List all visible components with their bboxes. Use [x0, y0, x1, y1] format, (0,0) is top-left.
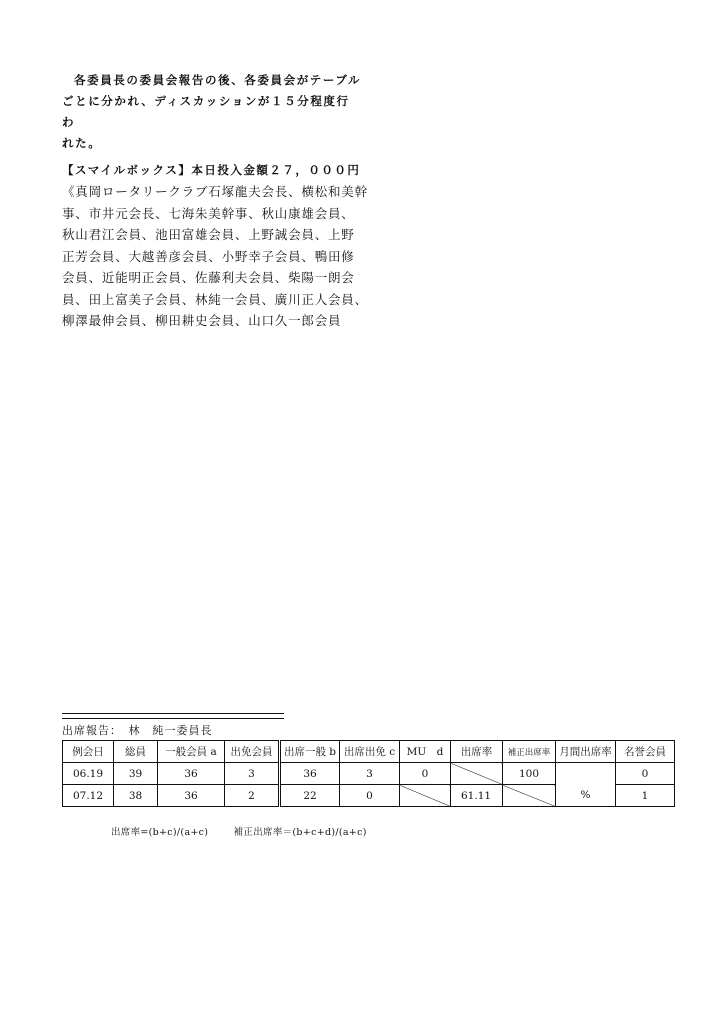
attendance-formulas: [111, 824, 367, 838]
cell-general-a: 36: [158, 785, 225, 807]
header-cell: 出免会員: [225, 741, 280, 763]
table-row: [63, 785, 675, 807]
cell-exempt: 2: [225, 785, 280, 807]
cell-exempt: 3: [225, 763, 280, 785]
cell-mu-d-empty: [400, 785, 451, 807]
cell-total: 38: [114, 785, 158, 807]
cell-corrected-rate-empty: [503, 785, 556, 807]
cell-attend-exempt-c: 0: [340, 785, 400, 807]
header-cell: 補正出席率: [503, 741, 556, 763]
smile-box-heading: 【スマイルボックス】本日投入金額２７，０００円: [62, 163, 361, 177]
cell-monthly-rate: %: [556, 785, 616, 807]
cell-rate-empty: [451, 763, 503, 785]
smile-box-line: 会員、近能明正会員、佐藤利夫会員、柴陽一朗会: [62, 270, 355, 285]
cell-date: 07.12: [63, 785, 114, 807]
report-line: ごとに分かれ、ディスカッションが１５分程度行わ: [62, 94, 350, 129]
header-cell: 出席一般 b: [280, 741, 340, 763]
header-cell: 出席率: [451, 741, 503, 763]
cell-attend-general-b: 22: [280, 785, 340, 807]
header-cell: 出席出免 c: [340, 741, 400, 763]
smile-box-line: 員、田上富美子会員、林純一会員、廣川正人会員、: [62, 291, 368, 307]
cell-attend-exempt-c: 3: [340, 763, 400, 785]
smile-box-line: 《真岡ロータリークラブ石塚龍夫会長、横松和美幹: [62, 184, 368, 199]
smile-box-section: [62, 160, 368, 332]
header-cell: 名誉会員: [616, 741, 675, 763]
formula-rate: 出席率=(b+c)/(a+c): [111, 827, 209, 838]
header-cell: MU d: [400, 741, 451, 763]
report-line: れた。: [62, 136, 102, 150]
cell-total: 39: [114, 763, 158, 785]
smile-box-line: 事、市井元会長、七海朱美幹事、秋山康雄会員、: [62, 205, 355, 221]
header-cell: 一般会員 a: [158, 741, 225, 763]
header-cell: 月間出席率: [556, 741, 616, 763]
header-cell: 例会日: [63, 741, 114, 763]
report-line: 各委員長の委員会報告の後、各委員会がテーブル: [74, 73, 362, 87]
cell-date: 06.19: [63, 763, 114, 785]
attendance-title: 出席報告： 林 純一委員長: [62, 724, 213, 737]
cell-honorary: 1: [616, 785, 675, 807]
smile-box-members: [62, 181, 368, 332]
cell-general-a: 36: [158, 763, 225, 785]
cell-attend-general-b: 36: [280, 763, 340, 785]
cell-mu-d: 0: [400, 763, 451, 785]
cell-rate: 61.11: [451, 785, 503, 807]
report-paragraph: [62, 70, 362, 154]
smile-box-line: 正芳会員、大越善彦会員、小野幸子会員、鴨田修: [62, 248, 355, 264]
cell-monthly-rate-top: [556, 763, 616, 785]
cell-corrected-rate: 100: [503, 763, 556, 785]
table-row: [63, 763, 675, 785]
attendance-table: [62, 740, 675, 807]
smile-box-line: 柳澤最伸会員、柳田耕史会員、山口久一郎会員: [62, 313, 342, 328]
smile-box-line: 秋山君江会員、池田富雄会員、上野誠会員、上野: [62, 227, 355, 242]
attendance-header-row: [63, 741, 675, 763]
cell-honorary: 0: [616, 763, 675, 785]
header-cell: 総員: [114, 741, 158, 763]
attendance-divider: [62, 713, 284, 719]
formula-corrected-rate: 補正出席率＝(b+c+d)/(a+c): [233, 827, 367, 838]
